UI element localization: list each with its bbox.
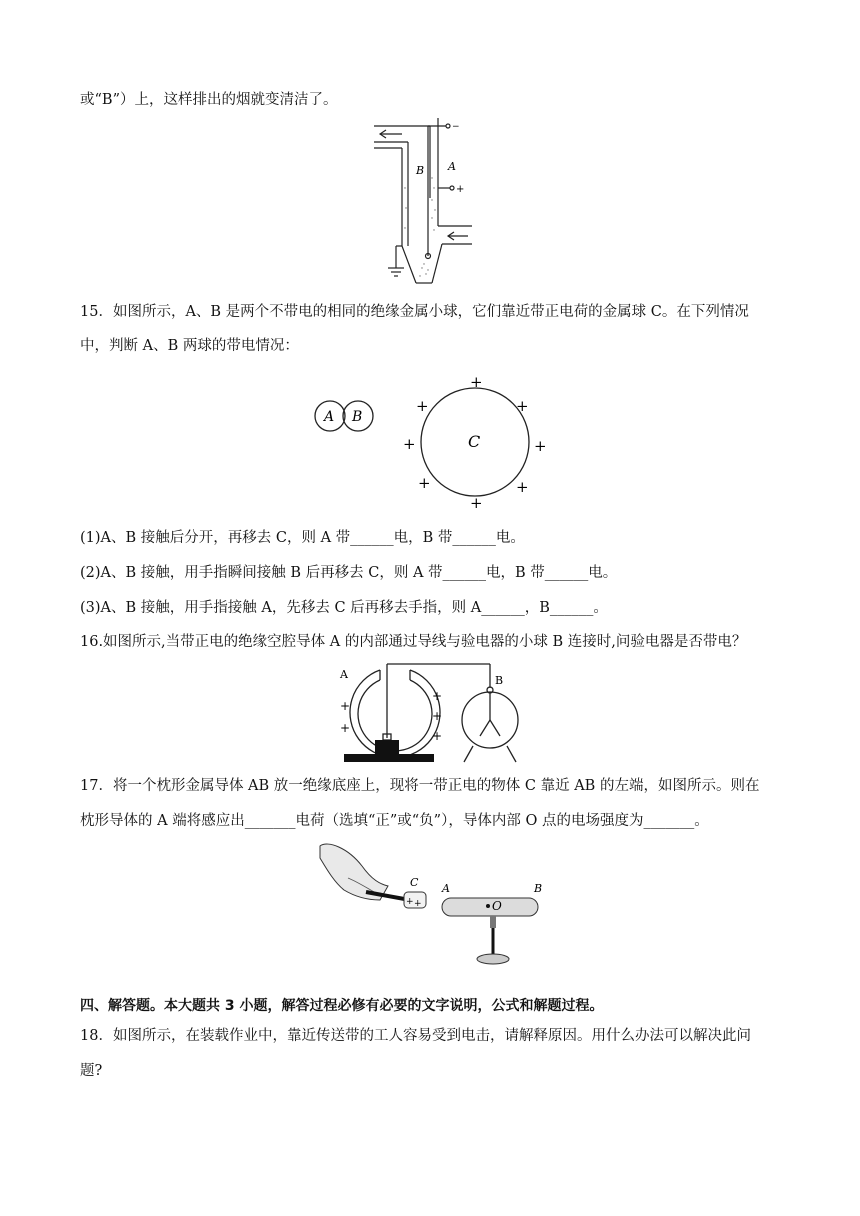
plus-sign: + bbox=[403, 435, 416, 453]
minus-terminal: − bbox=[452, 122, 460, 132]
charged-spheres-figure bbox=[308, 373, 548, 512]
q15-sub3: (3)A、B 接触，用手指接触 A，先移去 C 后再移去手指，则 A______，B______。 bbox=[80, 600, 608, 616]
q17-line1: 17．将一个枕形金属导体 AB 放一绝缘底座上，现将一带正电的物体 C 靠近 AB 的左端，如图所示。则在 bbox=[80, 778, 760, 794]
q15-line1: 15．如图所示，A、B 是两个不带电的相同的绝缘金属小球，它们靠近带正电荷的金属球 C。在下列情况 bbox=[80, 304, 749, 320]
ball-c-label: C bbox=[468, 432, 481, 451]
label-c: C bbox=[410, 876, 419, 889]
plus-sign: + bbox=[416, 397, 429, 415]
label-a: A bbox=[340, 668, 348, 681]
plus-sign: + bbox=[470, 494, 483, 512]
plus-sign: + bbox=[432, 689, 443, 703]
plus-sign: + bbox=[432, 709, 443, 723]
plus-sign: + bbox=[432, 729, 443, 743]
ball-b-label: B bbox=[352, 409, 363, 425]
q15-sub2: (2)A、B 接触，用手指瞬间接触 B 后再移去 C，则 A 带______电，B 带______电。 bbox=[80, 565, 618, 581]
plus-sign: + bbox=[340, 721, 351, 735]
label-b: B bbox=[534, 882, 543, 895]
pillow-conductor-figure bbox=[318, 838, 558, 968]
q16-line1: 16.如图所示,当带正电的绝缘空腔导体 A 的内部通过导线与验电器的小球 B 连接时,问验电器是否带电？ bbox=[80, 634, 747, 650]
precipitator-figure bbox=[372, 118, 492, 288]
section-heading: 四、解答题。本大题共 3 小题，解答过程必修有必要的文字说明，公式和解题过程。 bbox=[80, 998, 604, 1014]
q15-sub1: (1)A、B 接触后分开，再移去 C，则 A 带______电，B 带______电。 bbox=[80, 530, 525, 546]
label-a: A bbox=[442, 882, 450, 895]
plus-sign: + bbox=[340, 699, 351, 713]
q17-line2: 枕形导体的 A 端将感应出_______电荷（选填“正”或“负”），导体内部 O 点的电场强度为_______。 bbox=[80, 813, 709, 829]
plus-sign: + bbox=[470, 373, 483, 391]
q14-tail-text: 或“B”）上，这样排出的烟就变清洁了。 bbox=[80, 92, 338, 108]
label-b: B bbox=[495, 674, 504, 687]
plus-sign: + bbox=[414, 899, 422, 909]
q18-line1: 18．如图所示，在装载作业中，靠近传送带的工人容易受到电击，请解释原因。用什么办法可以解决此问 bbox=[80, 1028, 751, 1044]
plus-sign: + bbox=[534, 437, 547, 455]
plus-sign: + bbox=[418, 474, 431, 492]
q18-line2: 题? bbox=[80, 1063, 103, 1079]
q15-line2: 中，判断 A、B 两球的带电情况： bbox=[80, 338, 299, 354]
plus-sign: + bbox=[516, 397, 529, 415]
plus-terminal: + bbox=[456, 184, 465, 195]
hollow-conductor-figure bbox=[330, 660, 530, 770]
label-a: A bbox=[448, 160, 456, 173]
label-b: B bbox=[416, 164, 425, 177]
ball-a-label: A bbox=[324, 409, 335, 425]
plus-sign: + bbox=[516, 478, 529, 496]
label-o: O bbox=[492, 899, 502, 913]
plus-sign: + bbox=[406, 897, 414, 907]
